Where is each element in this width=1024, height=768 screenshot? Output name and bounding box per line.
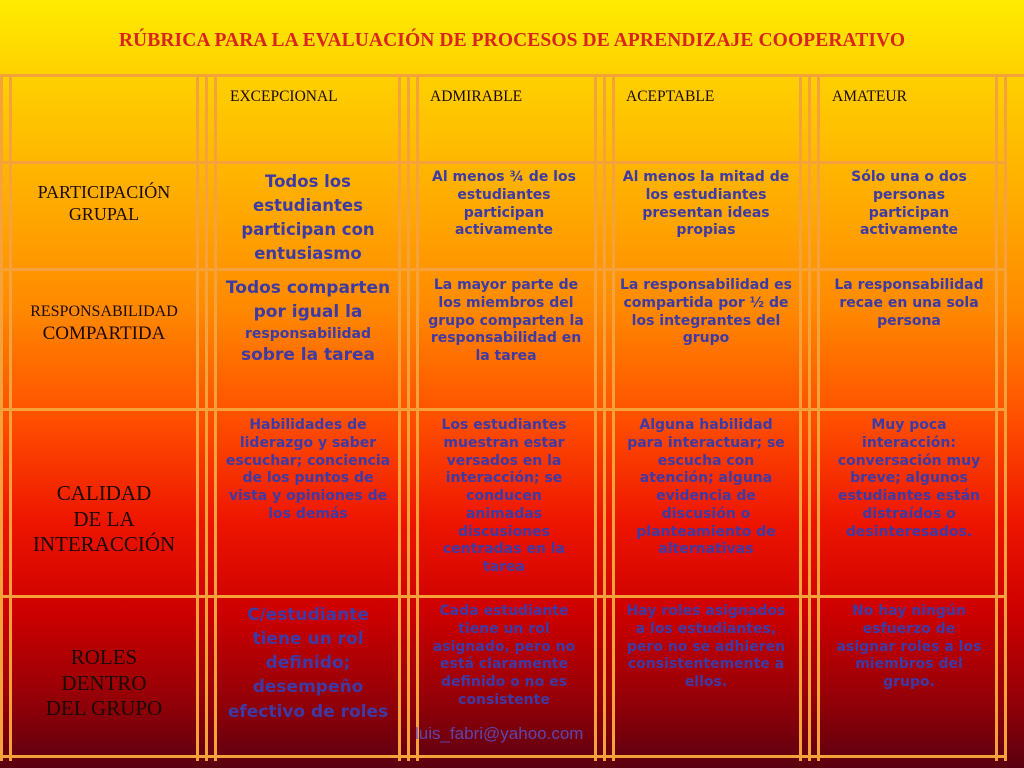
row-label-roles: ROLES DENTRO DEL GRUPO: [45, 645, 163, 721]
row-label-responsabilidad: RESPONSABILIDAD COMPARTIDA: [30, 303, 178, 344]
cell-calidad-admirable: Los estudiantes muestran estar versados en la interacción; se conducen animadas discusiones centradas en la tarea: [441, 417, 567, 576]
cell-roles-aceptable: Hay roles asignados a los estudiantes, pero no se adhieren consistentemente a ellos.: [626, 603, 786, 691]
cell-calidad-excepcional: Habilidades de liderazgo y saber escuchar; conciencia de los puntos de vista y opiniones de los demás: [225, 417, 391, 522]
cell-participacion-amateur: Sólo una o dos personas participan activamente: [851, 169, 967, 239]
cell-responsabilidad-aceptable: La responsabilidad es compartida por ½ de los integrantes del grupo: [620, 277, 792, 347]
cell-responsabilidad-excepcional: Todos comparten por igual la responsabilidad sobre la tarea: [225, 278, 391, 366]
cell-participacion-admirable: Al menos ¾ de los estudiantes participan activamente: [432, 169, 576, 239]
column-header-amateur: AMATEUR: [832, 88, 907, 105]
row-label-calidad: CALIDAD DE LA INTERACCIÓN: [32, 481, 176, 557]
column-header-excepcional: EXCEPCIONAL: [230, 88, 338, 105]
column-header-aceptable: ACEPTABLE: [626, 88, 715, 105]
author-email-watermark: luis_fabri@yahoo.com: [415, 724, 584, 743]
cell-participacion-aceptable: Al menos la mitad de los estudiantes presentan ideas propias: [622, 169, 790, 239]
cell-calidad-amateur: Muy poca interacción: conversación muy breve; algunos estudiantes están distraídos o desinteresados.: [837, 417, 981, 540]
cell-responsabilidad-amateur: La responsabilidad recae en una sola persona: [834, 277, 984, 329]
cell-participacion-excepcional: Todos los estudiantes participan con entusiasmo: [241, 172, 375, 263]
row-label-participacion: PARTICIPACIÓN GRUPAL: [37, 182, 171, 224]
rubric-table: [0, 74, 1024, 761]
page-title: RÚBRICA PARA LA EVALUACIÓN DE PROCESOS DE APRENDIZAJE COOPERATIVO: [118, 30, 906, 51]
cell-calidad-aceptable: Alguna habilidad para interactuar; se escucha con atención; alguna evidencia de discusión o planteamiento de alternativas: [627, 417, 785, 558]
cell-roles-admirable: Cada estudiante tiene un rol asignado, pero no está claramente definido o no es consistente: [432, 603, 576, 708]
cell-roles-excepcional: C/estudiante tiene un rol definido; desempeño efectivo de roles: [227, 605, 389, 722]
cell-roles-amateur: No hay ningún esfuerzo de asignar roles a los miembros del grupo.: [836, 603, 982, 691]
column-header-admirable: ADMIRABLE: [430, 88, 523, 105]
cell-responsabilidad-admirable: La mayor parte de los miembros del grupo comparten la responsabilidad en la tarea: [428, 277, 584, 365]
